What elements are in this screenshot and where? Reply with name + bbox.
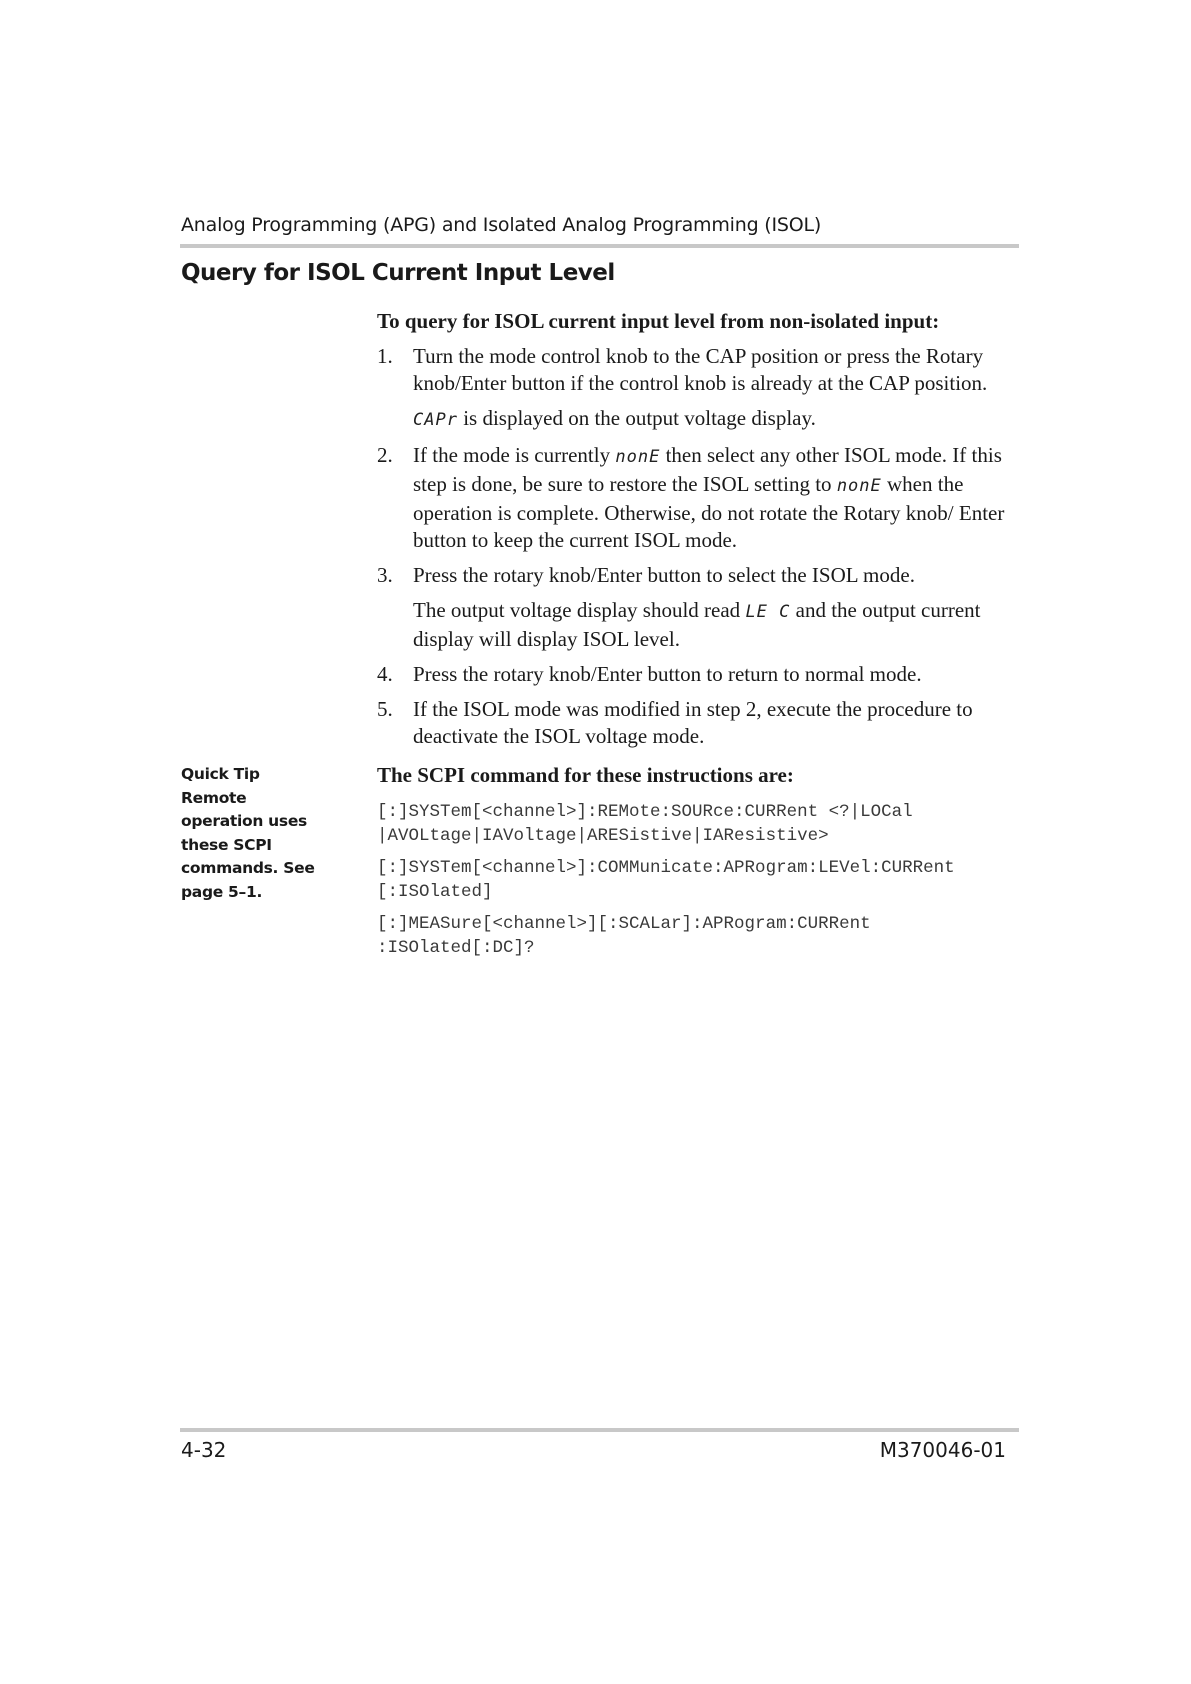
step-result	[413, 405, 1017, 434]
step-text: Turn the mode control knob to the CAP position or press the Rotary knob/Enter button if the control knob is already at the CAP position.	[413, 344, 988, 395]
step-number: 1.	[377, 344, 393, 368]
document-number: M370046-01	[879, 1438, 1006, 1462]
step-number: 4.	[377, 662, 393, 686]
step-4	[377, 661, 1017, 688]
step-result-text: is displayed on the output voltage display.	[457, 406, 816, 430]
header-rule	[180, 244, 1019, 248]
step-1	[377, 343, 1017, 434]
footer-rule	[180, 1428, 1019, 1432]
scpi-commands	[377, 800, 1027, 960]
lcd-readout: CAPr	[413, 410, 458, 430]
step-2	[377, 442, 1017, 554]
step-text: Press the rotary knob/Enter button to select the ISOL mode.	[413, 563, 915, 587]
procedure-steps	[377, 343, 1017, 750]
step-5	[377, 696, 1017, 750]
step-3	[377, 562, 1017, 653]
step-number: 5.	[377, 697, 393, 721]
step-text: If the mode is currently nonE then select any other ISOL mode. If this step is done, be sure to restore the ISOL setting to nonE when the operation is complete. Otherwise, do not rotate the Rotary knob/ Enter button to keep the current ISOL mode.	[413, 443, 1005, 552]
scpi-command: [:]SYSTem[<channel>]:REMote:SOURce:CURRent <?|LOCal |AVOLtage|IAVoltage|ARESistive|IAResistive>	[377, 802, 913, 846]
lcd-readout: nonE	[615, 447, 661, 467]
lcd-readout: nonE	[836, 476, 882, 496]
step-result: The output voltage display should read LE C and the output current display will display ISOL level.	[413, 598, 981, 651]
running-header: Analog Programming (APG) and Isolated Analog Programming (ISOL)	[181, 214, 822, 236]
page-number: 4-32	[181, 1438, 227, 1462]
step-text: Press the rotary knob/Enter button to return to normal mode.	[413, 662, 922, 686]
scpi-command: [:]SYSTem[<channel>]:COMMunicate:APRogram:LEVel:CURRent [:ISOlated]	[377, 858, 955, 902]
lcd-readout: LE C	[745, 602, 791, 622]
section-title: Query for ISOL Current Input Level	[181, 260, 615, 286]
quick-tip-title: Quick Tip	[181, 765, 260, 783]
step-text: If the ISOL mode was modified in step 2, execute the procedure to deactivate the ISOL voltage mode.	[413, 697, 973, 748]
procedure-heading: To query for ISOL current input level from non-isolated input:	[377, 309, 940, 333]
scpi-heading: The SCPI command for these instructions are:	[377, 763, 794, 787]
scpi-command: [:]MEASure[<channel>][:SCALar]:APRogram:CURRent :ISOlated[:DC]?	[377, 914, 871, 958]
step-number: 3.	[377, 563, 393, 587]
quick-tip-text: Remote operation uses these SCPI commands. See page 5–1.	[181, 788, 315, 901]
quick-tip	[181, 763, 331, 904]
step-number: 2.	[377, 443, 393, 467]
